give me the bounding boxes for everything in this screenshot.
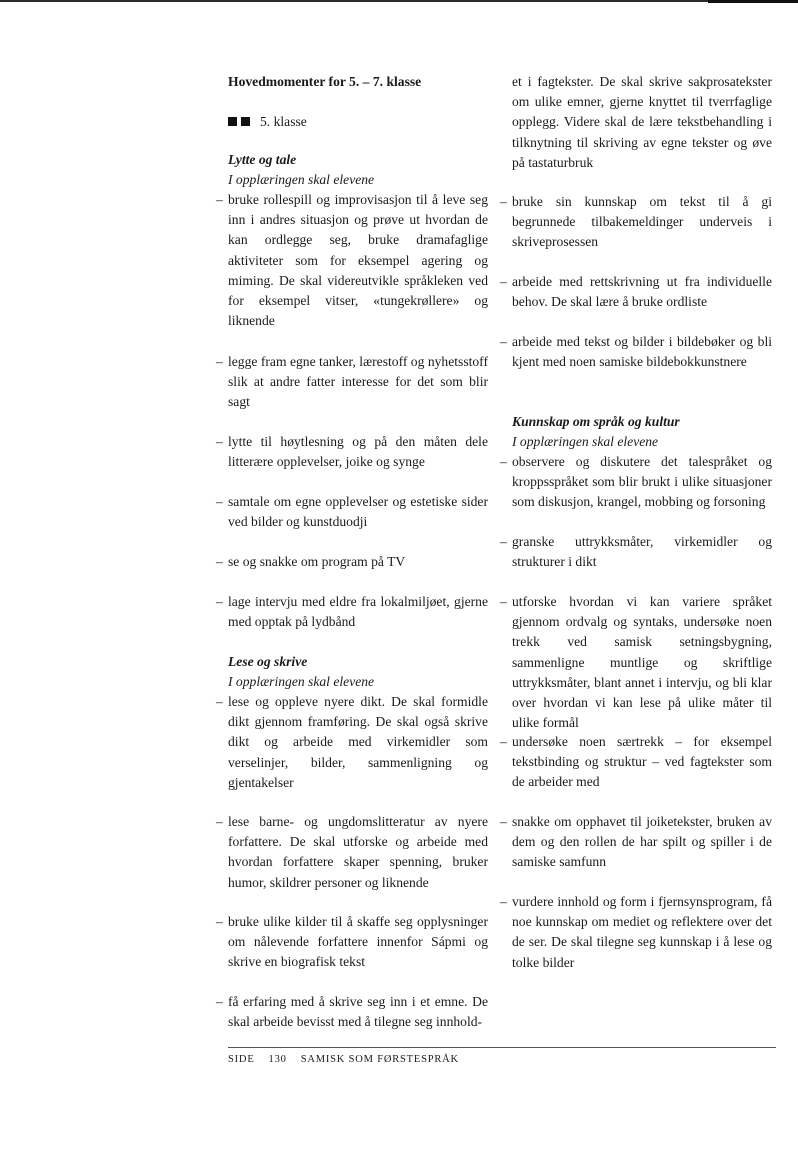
list-item: – observere og diskutere det talespråket og kroppsspråket som blir brukt i ulike situasjoner som diskusjon, krangel, mobbing og forsoning [500, 454, 772, 510]
section-heading-lytte [228, 150, 488, 190]
section-heading-kunnskap [512, 412, 772, 452]
list-item: – granske uttrykksmåter, virkemidler og strukturer i dikt [500, 534, 772, 570]
top-border-accent [708, 0, 798, 3]
list-item: – arbeide med tekst og bilder i bildebøker og bli kjent med noen samiske bildebokkunstnere [500, 334, 772, 370]
footer-book-title: SAMISK SOM FØRSTESPRÅK [300, 1054, 459, 1065]
section-intro: I opplæringen skal elevene [228, 674, 375, 690]
list-item: – snakke om opphavet til joiketekster, bruken av dem og den rollen de har spilt og spiller i de samiske samfunn [500, 814, 772, 870]
list-item: – vurdere innhold og form i fjernsynsprogram, få noe kunnskap om mediet og reflektere over det de ser. De skal tilegne seg kunnskap i å lese og tolke bilder [500, 894, 772, 970]
footer-rule [228, 1047, 776, 1048]
list-item: – bruke ulike kilder til å skaffe seg opplysninger om nålevende forfattere innenfor Sápmi og skrive en biografisk tekst [216, 914, 488, 970]
list-item: – få erfaring med å skrive seg inn i et emne. De skal arbeide bevisst med å tilegne seg innhold- [216, 994, 488, 1030]
grade-heading [228, 112, 307, 132]
list-item: – lytte til høytlesning og på den måten dele litterære opplevelser, joike og synge [216, 434, 488, 470]
section-title: Lese og skrive [228, 654, 308, 669]
grade-label: 5. klasse [260, 114, 307, 129]
list-item: – legge fram egne tanker, lærestoff og nyhetsstoff slik at andre fatter interesse for det som blir sagt [216, 354, 488, 410]
section-intro: I opplæringen skal elevene [228, 172, 375, 188]
section-title: Kunnskap om språk og kultur [512, 414, 680, 429]
page-footer [228, 1050, 473, 1070]
square-bullet-icon [241, 117, 250, 126]
list-item: – bruke rollespill og improvisasjon til å leve seg inn i andres situasjon og prøve ut hvordan de kan ordlegge seg, bruke dramafaglige aktiviteter som for eksempel agering og miming. De skal videreutvikle språkleken ved for eksempel vitser, «tungekrøllere» og liknende [216, 192, 488, 329]
continuation-text: et i fagtekster. De skal skrive sakprosatekster om ulike emner, gjerne knyttet til tverrfaglige opplegg. Videre skal de lære tekstbehandling i tilknytning til skriving av egne tekster og øve på tastaturbruk [512, 74, 772, 170]
list-item: – arbeide med rettskrivning ut fra individuelle behov. De skal lære å bruke ordliste [500, 274, 772, 310]
list-item: – bruke sin kunnskap om tekst til å gi begrunnede tilbakemeldinger underveis i skriveprosessen [500, 194, 772, 250]
top-border [0, 0, 798, 2]
page-title: Hovedmomenter for 5. – 7. klasse [228, 74, 422, 89]
list-item: – lage intervju med eldre fra lokalmiljøet, gjerne med opptak på lydbånd [216, 594, 488, 630]
list-item: – lese barne- og ungdomslitteratur av nyere forfattere. De skal utforske og arbeide med hvordan forfattere skaper spenning, bruker humor, skildrer personer og liknende [216, 814, 488, 890]
list-item: – utforske hvordan vi kan variere språket gjennom ordvalg og syntaks, undersøke noen trekk ved samisk setningsbygning, sammenligne muntlige og skriftlige uttrykksmåter, blant annet i intervju, og bli klar over hvordan vi kan lese på ulike måter til ulike formål [500, 594, 772, 731]
section-title: Lytte og tale [228, 152, 297, 167]
section-heading-lese [228, 652, 488, 692]
list-item: – lese og oppleve nyere dikt. De skal formidle dikt gjennom framføring. De skal også skrive dikt og arbeide med virkemidler som verselinjer, bilder, sammenligning og gjentakelser [216, 694, 488, 790]
footer-side-label: SIDE [228, 1054, 255, 1065]
square-bullet-icon [228, 117, 237, 126]
section-intro: I opplæringen skal elevene [512, 434, 659, 450]
list-item: – undersøke noen særtrekk – for eksempel tekstbinding og struktur – ved fagtekster som de arbeider med [500, 734, 772, 790]
list-item: – se og snakke om program på TV [216, 554, 406, 569]
list-item: – samtale om egne opplevelser og estetiske sider ved bilder og kunstduodji [216, 494, 488, 530]
page-number: 130 [268, 1054, 287, 1065]
